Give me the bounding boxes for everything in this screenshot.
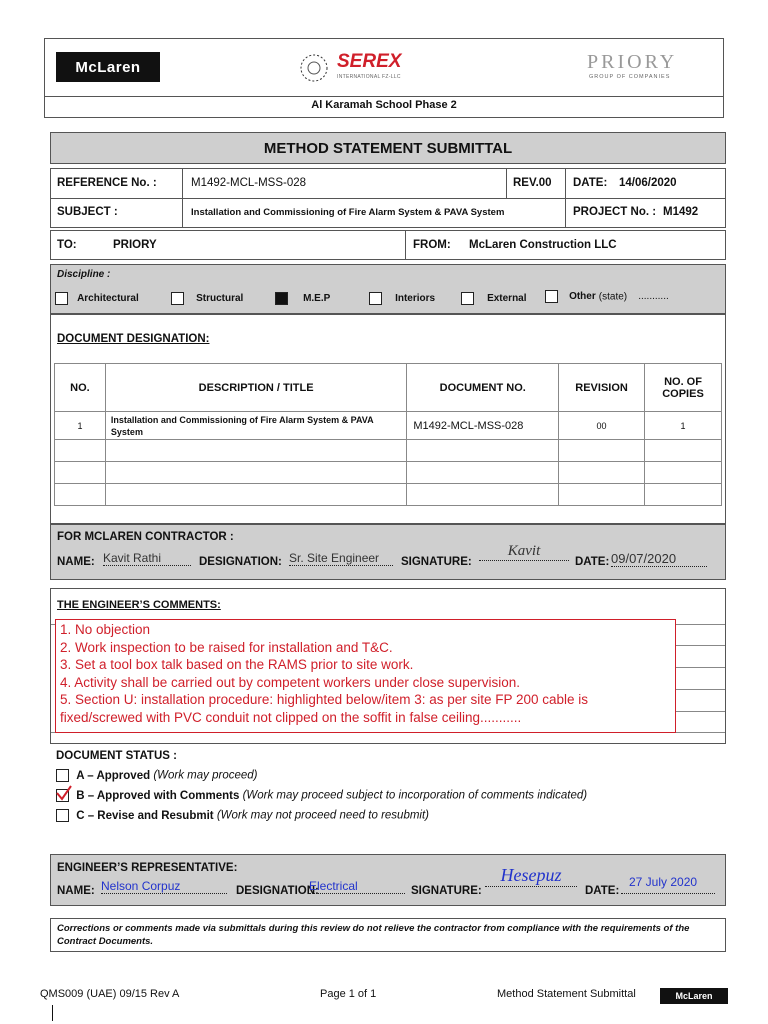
status-heading: DOCUMENT STATUS : [56,750,177,762]
contractor-designation-label: DESIGNATION: [199,556,282,568]
reference-section [50,168,726,228]
engineer-name-value: Nelson Corpuz [101,879,227,894]
divider [565,169,566,227]
status-option-a[interactable]: A – Approved (Work may proceed) [56,769,716,789]
project-value: M1492 [663,206,699,218]
comment-line: 1. No objection [60,622,151,637]
divider [405,231,406,259]
contractor-heading: FOR MCLAREN CONTRACTOR : [57,531,234,543]
checkbox-checked-icon[interactable] [56,789,69,802]
footer-form-code: QMS009 (UAE) 09/15 Rev A [40,988,180,1000]
serex-logo [297,49,427,87]
comments-heading: THE ENGINEER’S COMMENTS: [57,599,221,611]
contractor-section [50,524,726,580]
reference-value: M1492-MCL-MSS-028 [191,177,307,189]
footer-page-number: Page 1 of 1 [320,988,377,1000]
page-title: METHOD STATEMENT SUBMITTAL [263,139,513,157]
divider [506,169,507,198]
checkbox-icon[interactable] [171,292,184,305]
comment-line: 4. Activity shall be carried out by competent workers under close supervision. [60,674,520,690]
engineer-designation-value: Electrical [309,879,405,894]
engineer-date-line [621,893,715,894]
divider [182,169,183,227]
to-value: PRIORY [113,239,157,251]
serex-wordmark: SEREX [337,51,402,72]
checkbox-icon[interactable] [56,769,69,782]
date-label: DATE: [573,177,608,189]
status-option-c[interactable]: C – Revise and Resubmit (Work may not proceed need to resubmit) [56,809,716,829]
comment-rule [671,667,725,668]
text-cursor [52,1005,53,1021]
engineer-date-label: DATE: [585,885,620,897]
checkbox-icon[interactable] [545,290,558,303]
checkbox-icon[interactable] [369,292,382,305]
table-row [55,440,722,462]
designation-section [50,314,726,524]
revision-value: REV.00 [513,177,552,189]
designation-heading: DOCUMENT DESIGNATION: [57,333,210,345]
contractor-designation-value: Sr. Site Engineer [289,551,393,566]
from-value: McLaren Construction LLC [469,239,617,251]
table-row [55,462,722,484]
subject-value: Installation and Commissioning of Fire Alarm System & PAVA System [191,207,505,218]
disclaimer-box [50,918,726,952]
column-header: REVISION [559,364,645,412]
row-title: Installation and Commissioning of Fire Alarm System & PAVA System [105,412,406,440]
discipline-label: Discipline : [57,269,111,280]
engineer-name-label: NAME: [57,885,95,897]
disclaimer-text: Corrections or comments made via submittals during this review do not relieve the contractor from compliance with the requirements of the Contract Documents. [57,923,690,947]
footer-doc-title: Method Statement Submittal [497,988,636,1000]
discipline-mep[interactable]: M.E.P [275,292,330,305]
contractor-date-value: 09/07/2020 [611,551,707,567]
checkmark-icon [55,784,73,802]
checkbox-icon[interactable] [461,292,474,305]
comment-rule [671,645,725,646]
comment-rule [671,689,725,690]
row-doc-no: M1492-MCL-MSS-028 [407,412,559,440]
engineer-signature-label: SIGNATURE: [411,885,482,897]
discipline-interiors[interactable]: Interiors [369,292,435,305]
to-label: TO: [57,239,77,251]
serex-emblem-icon [297,51,331,85]
discipline-architectural[interactable]: Architectural [55,292,139,305]
engineer-section [50,854,726,906]
engineer-heading: ENGINEER’S REPRESENTATIVE: [57,862,238,874]
contractor-name-label: NAME: [57,556,95,568]
comment-line: 3. Set a tool box talk based on the RAMS prior to site work. [60,657,414,672]
engineer-date-value: 27 July 2020 [629,875,698,889]
table-row [55,412,722,440]
page-title-bar [50,132,726,164]
engineer-signature: Hesepuz [485,865,577,887]
table-row [55,484,722,506]
status-section [56,750,716,829]
contractor-date-label: DATE: [575,556,610,568]
to-from-section [50,230,726,260]
date-value: 14/06/2020 [619,177,677,189]
comment-rule [671,711,725,712]
contractor-signature: Kavit [479,543,569,561]
project-name: Al Karamah School Phase 2 [311,99,457,111]
priory-logo [565,51,715,85]
contractor-name-value: Kavit Rathi [103,551,191,566]
priory-wordmark: PRIORY [587,51,678,73]
row-copies: 1 [645,412,722,440]
checkbox-checked-icon[interactable] [275,292,288,305]
subject-label: SUBJECT : [57,206,118,218]
comment-line: 5. Section U: installation procedure: highlighted below/item 3: as per site FP 200 cable is [60,692,589,707]
column-header: NO. OF COPIES [645,364,722,412]
table-header-row [55,364,722,412]
engineer-designation-label: DESIGNATION: [236,885,319,897]
priory-subtext: GROUP OF COMPANIES [589,74,671,80]
status-option-b[interactable]: B – Approved with Comments (Work may proceed subject to incorporation of comments indicated) [56,789,716,809]
divider [51,198,725,199]
comment-line: 2. Work inspection to be raised for installation and T&C. [60,639,393,655]
discipline-section [50,264,726,314]
designation-table [54,363,722,506]
discipline-other[interactable]: Other (state) ........... [545,290,669,303]
header-box [44,38,724,118]
project-label: PROJECT No. : [573,206,657,218]
row-revision: 00 [559,412,645,440]
comment-line: fixed/screwed with PVC conduit not clipped on the soffit in false ceiling........... [60,709,522,725]
discipline-structural[interactable]: Structural [171,292,243,305]
column-header: NO. [55,364,106,412]
checkbox-icon[interactable] [56,809,69,822]
from-label: FROM: [413,239,451,251]
checkbox-icon[interactable] [55,292,68,305]
row-no: 1 [55,412,106,440]
serex-subtext: INTERNATIONAL FZ-LLC [337,74,401,80]
discipline-external[interactable]: External [461,292,527,305]
comments-textbox[interactable] [55,619,676,733]
column-header: DOCUMENT NO. [407,364,559,412]
mclaren-logo: McLaren [56,52,160,82]
contractor-signature-label: SIGNATURE: [401,556,472,568]
footer-mclaren-logo: McLaren [660,988,728,1004]
column-header: DESCRIPTION / TITLE [105,364,406,412]
reference-label: REFERENCE No. : [57,177,157,189]
